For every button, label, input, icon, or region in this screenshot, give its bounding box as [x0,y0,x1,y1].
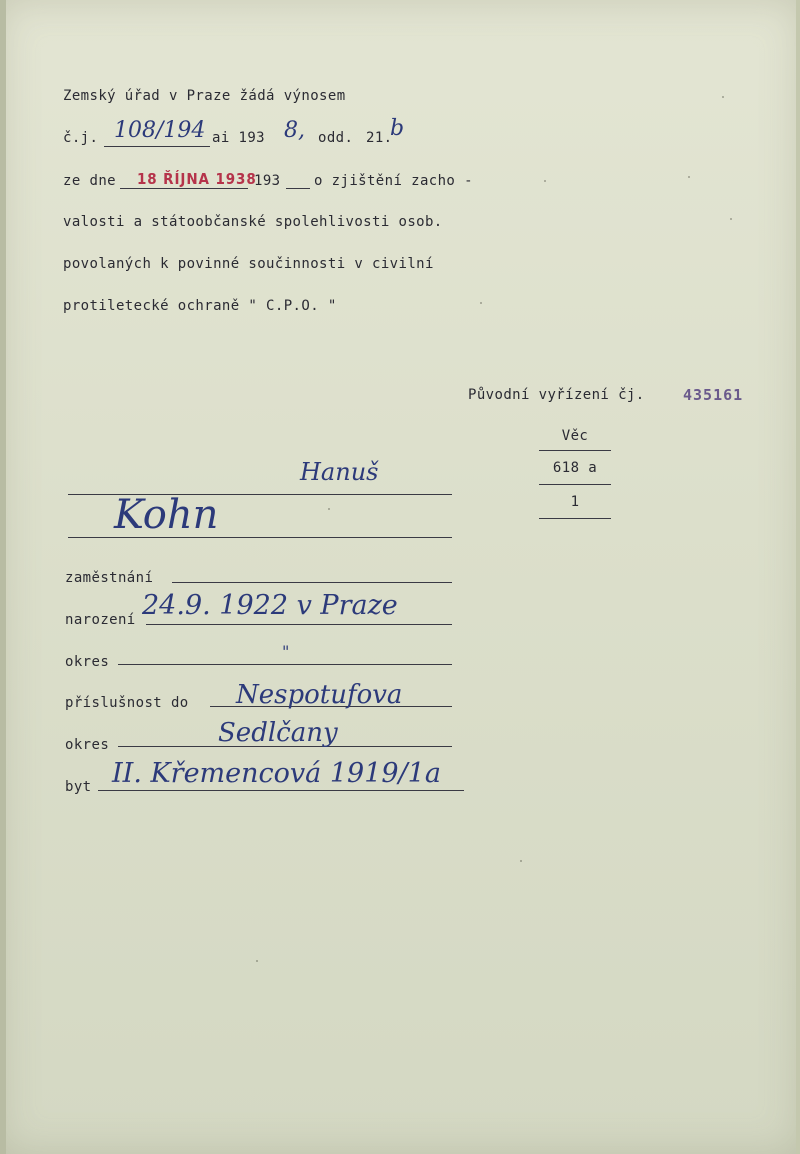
occupation-underline [172,582,452,583]
request-line-3-tail: o zjištění zacho - [314,173,473,189]
request-line-1: Zemský úřad v Praze žádá výnosem [63,88,346,104]
paper-speck [688,176,690,178]
district-label-1: okres [65,654,110,670]
paper-speck [256,960,258,962]
residence-label: byt [65,779,92,795]
odd-handwritten: b [390,116,405,141]
cj-handwritten-number: 108/194 [114,118,206,143]
vec-rule-2 [539,484,611,485]
paper-speck [520,860,522,862]
date-stamp: 18 ŘÍJNA 1938 [137,170,257,188]
paper-speck [730,218,732,220]
paper-speck [722,96,724,98]
vec-sub: 1 [570,494,580,510]
birth-value: 24.9. 1922 v Praze [142,590,398,621]
cj-year-prefix: ai 193 [212,130,265,146]
district-underline-1 [118,664,452,665]
district-value-1: " [282,642,290,661]
date-label: ze dne [63,173,116,189]
odd-value: 21. [366,130,393,146]
birth-label: narození [65,612,136,628]
page-edge-left [0,0,6,1154]
request-line-6: protiletecké ochraně " C.P.O. " [63,298,337,314]
district-value-2: Sedlčany [218,718,338,748]
request-line-4: valosti a státoobčanské spolehlivosti osob. [63,214,443,230]
page-edge-right [796,0,800,1154]
vec-value: 618 a [552,460,598,476]
cj-label: č.j. [63,130,99,146]
year-handwritten: 8, [284,118,305,143]
vec-rule-3 [539,518,611,519]
year-blank-underline [286,188,310,189]
affiliation-value: Nespotufova [236,680,403,710]
date-underline [120,188,248,189]
birth-underline [146,624,452,625]
odd-label: odd. [318,130,354,146]
year-blank: 193 [254,173,281,189]
reference-label: Původní vyřízení čj. [468,387,645,403]
paper-speck [328,508,330,510]
district-label-2: okres [65,737,110,753]
first-name-handwritten: Hanuš [300,458,379,486]
paper-speck [480,302,482,304]
affiliation-label: příslušnost do [65,695,189,711]
residence-underline [98,790,464,791]
request-line-5: povolaných k povinné součinnosti v civilní [63,256,434,272]
occupation-label: zaměstnání [65,570,154,586]
surname-underline [68,537,452,538]
vec-rule-1 [539,450,611,451]
surname-handwritten: Kohn [114,492,219,538]
vec-label: Věc [561,428,589,444]
paper-speck [544,180,546,182]
residence-value: II. Křemencová 1919/1a [112,758,441,789]
cj-underline [104,146,210,147]
reference-number: 435161 [683,386,744,404]
